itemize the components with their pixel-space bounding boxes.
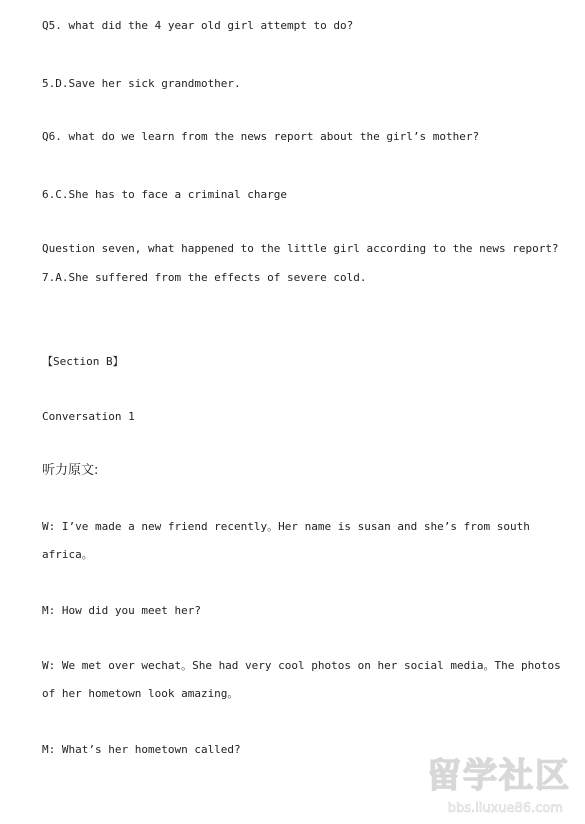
answer-6: 6.C.She has to face a criminal charge	[42, 188, 288, 201]
dialogue-line: M: How did you meet her?	[42, 604, 201, 617]
dialogue-line: africa。	[42, 548, 93, 561]
section-heading: 【Section B】	[42, 355, 124, 368]
watermark-url: bbs.liuxue86.com	[447, 801, 563, 816]
watermark-logo-text: 留学社区	[427, 756, 571, 796]
transcript-label: 听力原文:	[42, 463, 99, 478]
dialogue-line: W: We met over wechat。She had very cool photos on her social media。The photos	[42, 659, 561, 672]
conversation-title: Conversation 1	[42, 410, 135, 423]
question-6: Q6. what do we learn from the news report about the girl’s mother?	[42, 130, 480, 143]
dialogue-line: M: What’s her hometown called?	[42, 743, 241, 756]
dialogue-line: W: I’ve made a new friend recently。Her name is susan and she’s from south	[42, 520, 530, 533]
answer-5: 5.D.Save her sick grandmother.	[42, 77, 241, 90]
answer-7: 7.A.She suffered from the effects of severe cold.	[42, 271, 367, 284]
site-watermark	[407, 748, 577, 818]
question-5: Q5. what did the 4 year old girl attempt to do?	[42, 19, 354, 32]
dialogue-line: of her hometown look amazing。	[42, 687, 239, 700]
question-7: Question seven, what happened to the little girl according to the news report?	[42, 242, 559, 255]
